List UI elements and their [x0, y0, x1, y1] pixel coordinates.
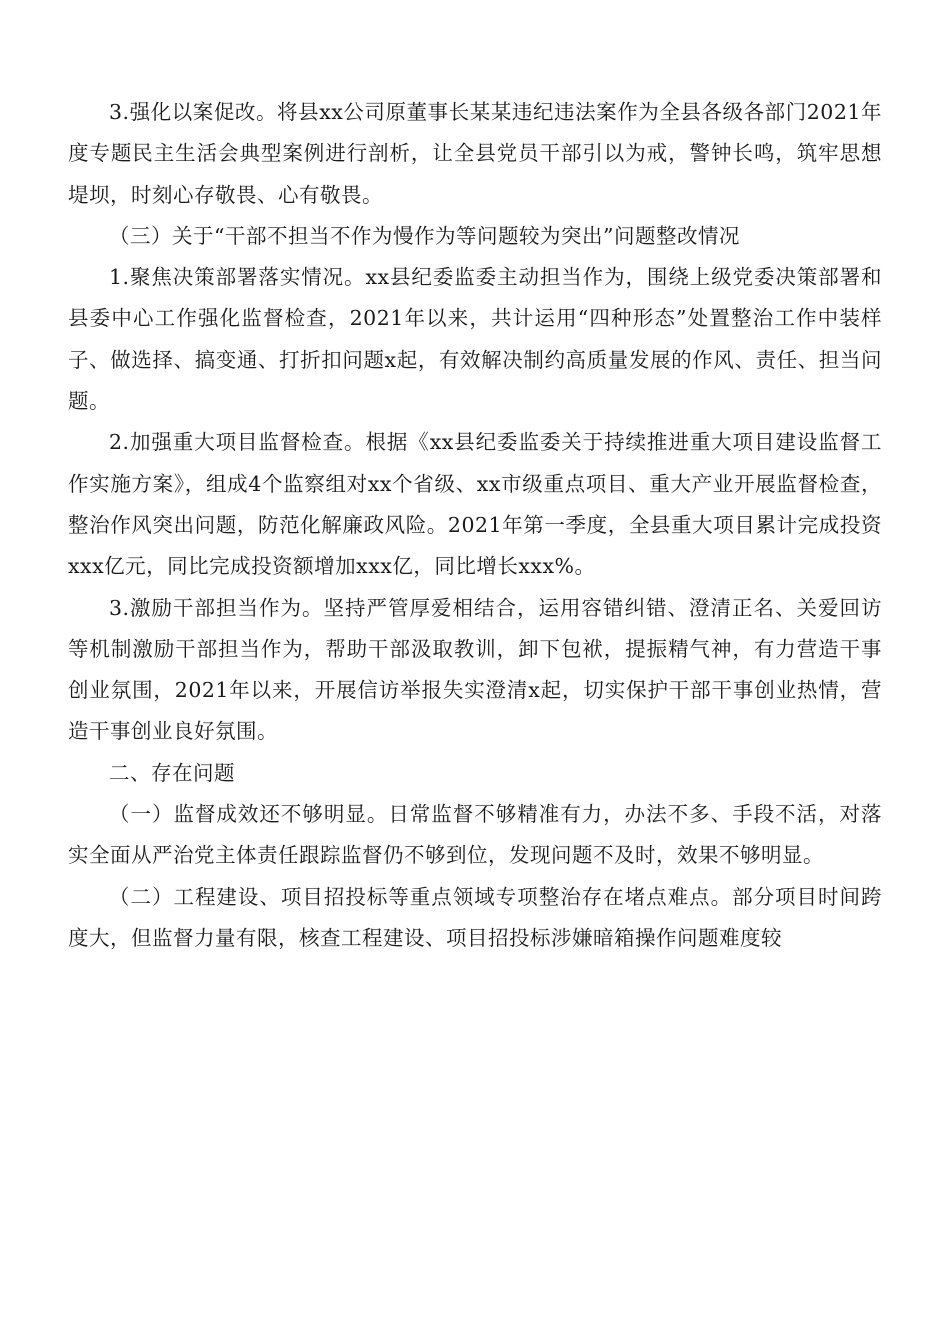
paragraph-major-projects: 2.加强重大项目监督检查。根据《xx县纪委监委关于持续推进重大项目建设监督工作实施方案》，组成4个监察组对xx个省级、xx市级重点项目、重大产业开展监督检查，整治作风突出问题，防范化解廉政风险。2021年第一季度，全县重大项目累计完成投资xxx亿元，同比完成投资额增加xxx亿，同比增长xxx%。	[68, 430, 882, 579]
paragraph-cadre-incentive: 3.激励干部担当作为。坚持严管厚爱相结合，运用容错纠错、澄清正名、关爱回访等机制激励干部担当作为，帮助干部汲取教训，卸下包袱，提振精气神，有力营造干事创业氛围，2021年以来，开展信访举报失实澄清x起，切实保护干部干事创业热情，营造干事创业良好氛围。	[68, 595, 882, 744]
paragraph-decision-implementation: 1.聚焦决策部署落实情况。xx县纪委监委主动担当作为，围绕上级党委决策部署和县委中心工作强化监督检查，2021年以来，共计运用“四种形态”处置整治工作中装样子、做选择、搞变通、打折扣问题x起，有效解决制约高质量发展的作风、责任、担当问题。	[68, 265, 882, 414]
section-heading-problems: 二、存在问题	[109, 760, 235, 785]
document-body	[68, 92, 882, 959]
paragraph-case-reform: 3.强化以案促改。将县xx公司原董事长某某违纪违法案作为全县各级各部门2021年度专题民主生活会典型案例进行剖析，让全县党员干部引以为戒，警钟长鸣，筑牢思想堤坝，时刻心存敬畏、心有敬畏。	[68, 100, 882, 207]
paragraph-engineering-bidding: （二）工程建设、项目招投标等重点领域专项整治存在堵点难点。部分项目时间跨度大，但监督力量有限，核查工程建设、项目招投标涉嫌暗箱操作问题难度较	[68, 884, 882, 950]
paragraph-supervision-effect: （一）监督成效还不够明显。日常监督不够精准有力，办法不多、手段不活，对落实全面从严治党主体责任跟踪监督仍不够到位，发现问题不及时，效果不够明显。	[68, 802, 882, 868]
section-heading-three: （三）关于“干部不担当不作为慢作为等问题较为突出”问题整改情况	[109, 223, 740, 248]
